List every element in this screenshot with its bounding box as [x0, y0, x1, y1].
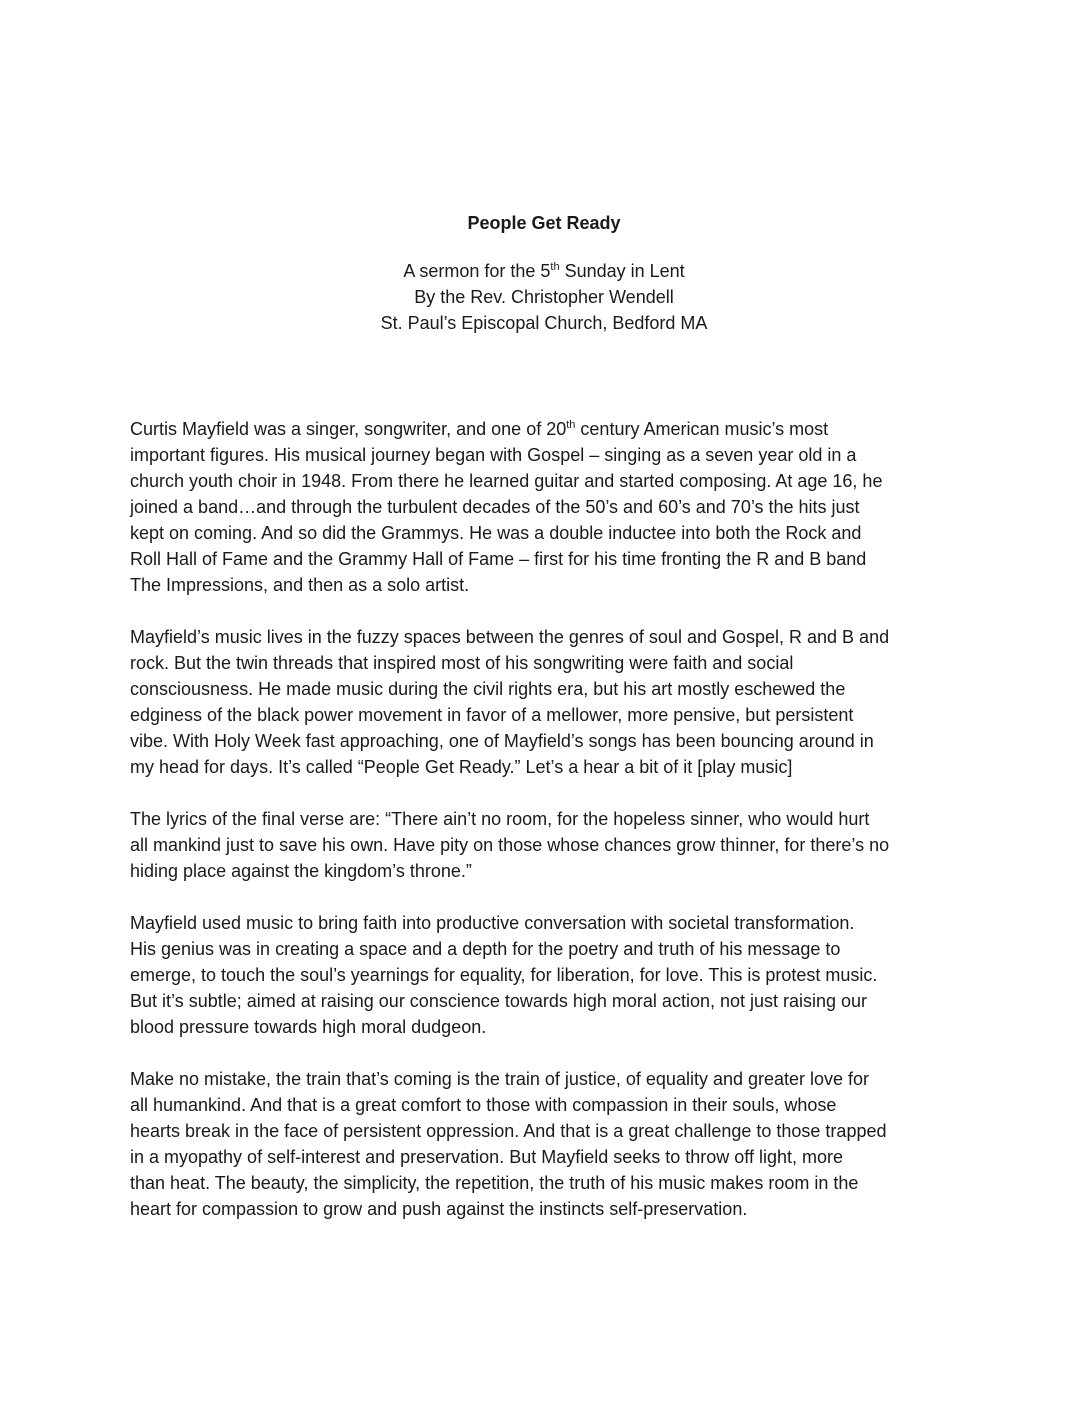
paragraph-line: important figures. His musical journey began with Gospel – singing as a seven year old in a	[130, 445, 857, 465]
subtitle-block	[0, 258, 1088, 336]
paragraph-line: Mayfield’s music lives in the fuzzy spaces between the genres of soul and Gospel, R and B and	[130, 627, 890, 647]
paragraph-line: Make no mistake, the train that’s coming is the train of justice, of equality and greater love for	[130, 1069, 870, 1089]
paragraph-line: emerge, to touch the soul’s yearnings for equality, for liberation, for love. This is protest music.	[130, 965, 878, 985]
paragraph-line: heart for compassion to grow and push against the instincts self-preservation.	[130, 1199, 748, 1219]
paragraph-line: Roll Hall of Fame and the Grammy Hall of Fame – first for his time fronting the R and B band	[130, 549, 867, 569]
paragraph-5	[130, 1066, 960, 1222]
paragraph-line: hiding place against the kingdom’s throne.”	[130, 861, 472, 881]
paragraph-line: But it’s subtle; aimed at raising our conscience towards high moral action, not just raising our	[130, 991, 868, 1011]
paragraph-4	[130, 910, 960, 1040]
paragraph-line: church youth choir in 1948. From there he learned guitar and started composing. At age 16, he	[130, 471, 883, 491]
paragraph-line: vibe. With Holy Week fast approaching, one of Mayfield’s songs has been bouncing around in	[130, 731, 874, 751]
paragraph-line: Curtis Mayfield was a singer, songwriter, and one of 20th century American music’s most	[130, 419, 829, 439]
paragraph-line: all humankind. And that is a great comfort to those with compassion in their souls, whose	[130, 1095, 837, 1115]
paragraph-line: edginess of the black power movement in favor of a mellower, more pensive, but persistent	[130, 705, 854, 725]
paragraph-2	[130, 624, 960, 780]
paragraph-line: in a myopathy of self-interest and preservation. But Mayfield seeks to throw off light, more	[130, 1147, 844, 1167]
paragraph-line: The lyrics of the final verse are: “There ain’t no room, for the hopeless sinner, who would hurt	[130, 809, 870, 829]
subtitle-author: By the Rev. Christopher Wendell	[414, 287, 674, 307]
paragraph-line: my head for days. It’s called “People Get Ready.” Let’s a hear a bit of it [play music]	[130, 757, 793, 777]
paragraph-1	[130, 416, 960, 598]
paragraph-line: rock. But the twin threads that inspired most of his songwriting were faith and social	[130, 653, 794, 673]
paragraph-line: consciousness. He made music during the civil rights era, but his art mostly eschewed the	[130, 679, 846, 699]
paragraph-line: kept on coming. And so did the Grammys. He was a double inductee into both the Rock and	[130, 523, 862, 543]
document-title: People Get Ready	[467, 213, 621, 233]
paragraph-line: all mankind just to save his own. Have pity on those whose chances grow thinner, for there’s no	[130, 835, 890, 855]
paragraph-line: His genius was in creating a space and a depth for the poetry and truth of his message to	[130, 939, 841, 959]
paragraph-line: The Impressions, and then as a solo artist.	[130, 575, 470, 595]
paragraph-line: than heat. The beauty, the simplicity, the repetition, the truth of his music makes room in the	[130, 1173, 859, 1193]
paragraph-line: Mayfield used music to bring faith into productive conversation with societal transformation.	[130, 913, 855, 933]
subtitle-church: St. Paul’s Episcopal Church, Bedford MA	[380, 313, 708, 333]
paragraph-3	[130, 806, 960, 884]
paragraph-line: blood pressure towards high moral dudgeon.	[130, 1017, 487, 1037]
sermon-body	[130, 416, 960, 1248]
paragraph-line: joined a band…and through the turbulent decades of the 50’s and 60’s and 70’s the hits just	[130, 497, 860, 517]
paragraph-line: hearts break in the face of persistent oppression. And that is a great challenge to those trapped	[130, 1121, 887, 1141]
subtitle-occasion: A sermon for the 5th Sunday in Lent	[403, 261, 685, 281]
